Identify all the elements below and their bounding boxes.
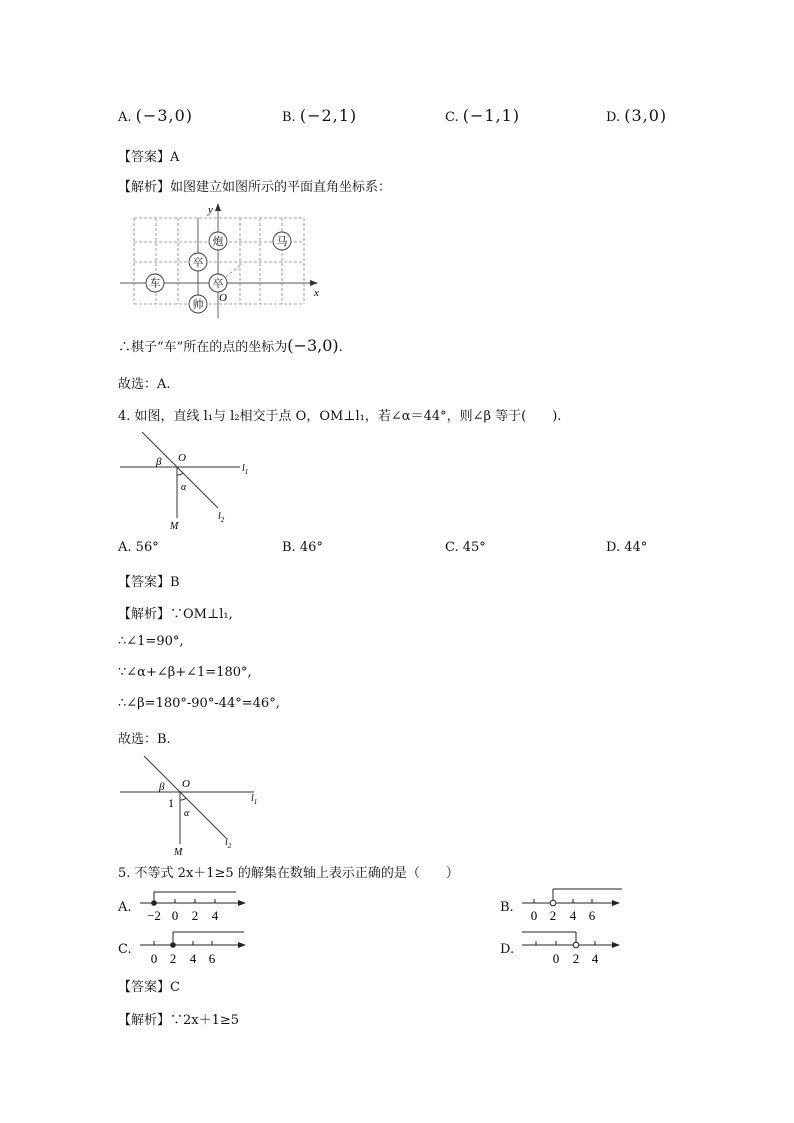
number-line-c — [138, 928, 248, 968]
q5-option-c-letter: C. — [118, 942, 132, 957]
option-value: (3,0) — [624, 106, 668, 125]
option-letter: C. — [445, 110, 459, 125]
conclusion-value: (−3,0) — [287, 336, 339, 355]
option-letter: B. — [282, 110, 296, 125]
m-label: M — [174, 847, 183, 858]
q4-question: 4. 如图，直线 l₁与 l₂相交于点 O，OM⊥l₁，若∠α＝44°，则∠β 等于( ). — [118, 409, 562, 424]
q4-option-b — [282, 540, 323, 555]
option-letter: A. — [118, 540, 132, 555]
y-axis-label: y — [208, 204, 213, 216]
q3-choose: 故选：A. — [118, 377, 171, 392]
tick-label: 0 — [552, 951, 560, 966]
option-letter: D. — [606, 110, 621, 125]
tick-label: 0 — [150, 951, 158, 966]
option-letter: C. — [445, 540, 459, 555]
option-letter: B. — [282, 540, 296, 555]
beta-label: β — [156, 456, 162, 468]
tick-label: 4 — [189, 951, 197, 966]
number-line-a — [138, 886, 248, 924]
tick-label: 4 — [211, 908, 219, 923]
q5-option-d-letter: D. — [500, 942, 515, 957]
chess-coordinate-figure — [118, 200, 323, 322]
tick-label: 2 — [191, 908, 199, 923]
number-line-d — [520, 926, 624, 966]
tick-label: 4 — [591, 951, 599, 966]
piece-zu-2: 卒 — [212, 278, 224, 290]
option-letter: A. — [118, 110, 132, 125]
q4-option-a — [118, 540, 159, 555]
q3-answer: 【答案】A — [118, 150, 180, 165]
option-value: 56° — [135, 540, 159, 555]
tick-label: 0 — [530, 908, 538, 923]
q5-analysis: 【解析】∵2x＋1≥5 — [118, 1013, 240, 1028]
piece-ma: 马 — [276, 236, 288, 248]
l2-label: $l_2$ — [225, 837, 232, 850]
q3-analysis: 【解析】如图建立如图所示的平面直角坐标系： — [118, 180, 392, 195]
q3-option-a — [118, 106, 193, 125]
q5-option-a-letter: A. — [118, 900, 132, 915]
q5-option-b-letter: B. — [500, 900, 514, 915]
piece-zu-1: 卒 — [192, 257, 204, 269]
m-label: M — [170, 521, 179, 532]
piece-shuai: 帅 — [192, 299, 204, 311]
q5-answer: 【答案】C — [118, 980, 180, 995]
q4-figure — [118, 428, 268, 532]
point-o-label: O — [182, 778, 190, 790]
q4-step-1: 【解析】∵OM⊥l₁, — [118, 607, 233, 622]
origin-label: O — [219, 292, 227, 304]
l1-label: $l_1$ — [242, 463, 249, 476]
tick-label: 6 — [588, 908, 596, 923]
q3-option-b — [282, 106, 357, 125]
option-value: 46° — [299, 540, 323, 555]
q4-solution-figure — [118, 752, 268, 858]
conclusion-period: . — [338, 340, 343, 355]
q3-conclusion — [118, 336, 343, 355]
piece-che: 车 — [149, 278, 161, 290]
tick-label: 0 — [171, 908, 179, 923]
option-value: 44° — [624, 540, 648, 555]
q4-option-c — [445, 540, 486, 555]
l1-label: $l_1$ — [251, 793, 258, 806]
q5-question: 5. 不等式 2x＋1≥5 的解集在数轴上表示正确的是（ ） — [118, 866, 459, 881]
x-axis-label: x — [314, 287, 319, 299]
q4-option-d — [606, 540, 647, 555]
tick-label: 2 — [572, 951, 580, 966]
l2-label: $l_2$ — [218, 511, 225, 524]
tick-label: 2 — [549, 908, 557, 923]
piece-pao: 炮 — [212, 236, 224, 248]
tick-label: 6 — [208, 951, 216, 966]
angle-1-label: 1 — [168, 796, 174, 810]
option-value: (−1,1) — [462, 106, 521, 125]
q3-option-c — [445, 106, 520, 125]
alpha-label: α — [184, 808, 190, 819]
q3-option-d — [606, 106, 667, 125]
tick-label: 2 — [169, 951, 177, 966]
tick-label: 4 — [569, 908, 577, 923]
q4-step-2: ∴∠1=90°, — [118, 634, 184, 649]
alpha-label: α — [181, 482, 187, 493]
option-letter: D. — [606, 540, 621, 555]
number-line-b — [520, 884, 624, 924]
option-value: 45° — [462, 540, 486, 555]
q4-step-3: ∵∠α+∠β+∠1=180°, — [118, 665, 252, 680]
conclusion-text: ∴棋子“车”所在的点的坐标为 — [118, 340, 288, 355]
q4-step-4: ∴∠β=180°-90°-44°=46°, — [118, 696, 280, 711]
option-value: (−3,0) — [135, 106, 194, 125]
tick-label: −2 — [147, 908, 161, 923]
point-o-label: O — [178, 452, 186, 464]
q4-step-5: 故选：B. — [118, 732, 171, 747]
beta-label: β — [159, 781, 165, 793]
q4-answer: 【答案】B — [118, 575, 180, 590]
option-value: (−2,1) — [299, 106, 358, 125]
